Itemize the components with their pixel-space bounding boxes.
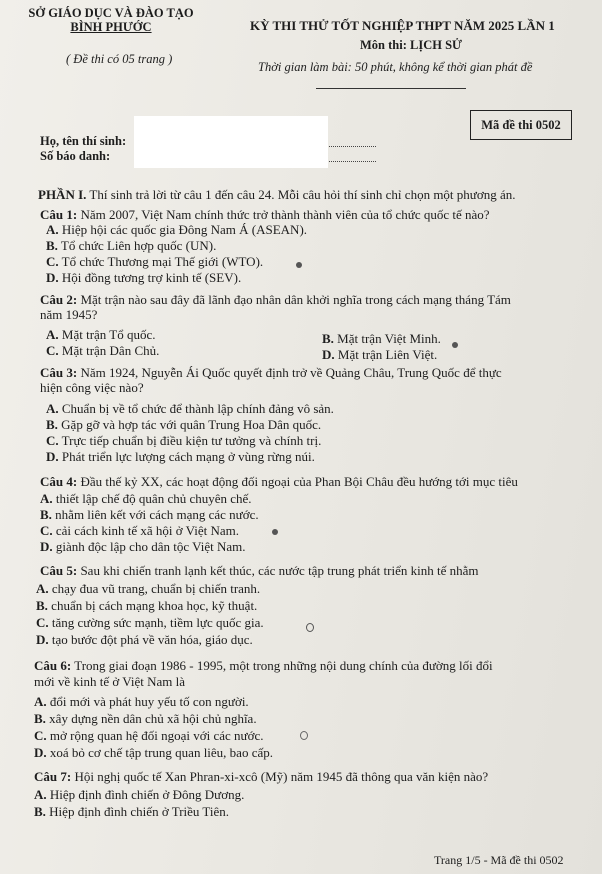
answer-option bbox=[322, 331, 441, 346]
student-id-label: Số báo danh: bbox=[40, 149, 111, 163]
province-name: BÌNH PHƯỚC bbox=[70, 20, 152, 34]
part1-text: Thí sinh trả lời từ câu 1 đến câu 24. Mỗi câu hỏi thí sinh chỉ chọn một phương án. bbox=[89, 187, 516, 202]
option-text: nhằm liên kết với cách mạng các nước. bbox=[51, 507, 259, 522]
answer-option bbox=[36, 598, 257, 613]
option-text: chạy đua vũ trang, chuẩn bị chiến tranh. bbox=[48, 581, 261, 596]
answer-option bbox=[34, 694, 249, 709]
question-label: Câu 2: bbox=[40, 292, 78, 307]
question-label: Câu 5: bbox=[40, 563, 78, 578]
answer-option bbox=[36, 581, 260, 596]
question-label: Câu 6: bbox=[34, 658, 72, 673]
option-text: Gặp gỡ và hợp tác với quân Trung Hoa Dân quốc. bbox=[57, 417, 322, 432]
option-text: Hội đồng tương trợ kinh tế (SEV). bbox=[58, 270, 242, 285]
option-text: xây dựng nền dân chủ xã hội chủ nghĩa. bbox=[45, 711, 257, 726]
option-letter: C. bbox=[40, 523, 53, 538]
pen-mark bbox=[272, 529, 278, 535]
answer-option bbox=[46, 327, 156, 342]
option-text: Trực tiếp chuẩn bị điều kiện tư tưởng và chính trị. bbox=[58, 433, 322, 448]
option-letter: D. bbox=[34, 745, 47, 760]
time-note: Thời gian làm bài: 50 phút, không kể thời gian phát đề bbox=[258, 60, 533, 74]
pen-mark bbox=[306, 623, 314, 632]
answer-option bbox=[40, 491, 252, 506]
option-text: Chuẩn bị về tổ chức để thành lập chính đảng vô sản. bbox=[58, 401, 334, 416]
option-letter: C. bbox=[46, 343, 59, 358]
option-letter: A. bbox=[46, 222, 59, 237]
answer-option bbox=[46, 449, 315, 464]
option-letter: B. bbox=[36, 598, 48, 613]
option-text: Mặt trận Liên Việt. bbox=[334, 347, 438, 362]
answer-option bbox=[46, 270, 241, 285]
answer-option bbox=[46, 238, 216, 253]
exam-code-box: Mã đề thi 0502 bbox=[470, 110, 572, 140]
answer-option bbox=[40, 507, 259, 522]
answer-option bbox=[36, 632, 253, 647]
option-text: Hiệp định đình chiến ở Triều Tiên. bbox=[45, 804, 230, 819]
option-text: Hiệp hội các quốc gia Đông Nam Á (ASEAN). bbox=[58, 222, 308, 237]
option-text: Tổ chức Liên hợp quốc (UN). bbox=[57, 238, 217, 253]
question-text: Sau khi chiến tranh lạnh kết thúc, các nước tập trung phát triển kinh tế nhằm bbox=[80, 563, 479, 578]
answer-option bbox=[40, 523, 239, 538]
option-text: mở rộng quan hệ đối ngoại với các nước. bbox=[46, 728, 264, 743]
question-text-cont: hiện công việc nào? bbox=[40, 380, 144, 395]
question-text: Đầu thế kỷ XX, các hoạt động đối ngoại của Phan Bội Châu đều hướng tới mục tiêu bbox=[80, 474, 518, 489]
option-text: tạo bước đột phá về văn hóa, giáo dục. bbox=[48, 632, 253, 647]
option-text: xoá bỏ cơ chế tập trung quan liêu, bao cấp. bbox=[46, 745, 273, 760]
answer-option bbox=[322, 347, 437, 362]
question-text: Hội nghị quốc tế Xan Phran-xi-xcô (Mỹ) năm 1945 đã thông qua văn kiện nào? bbox=[74, 769, 489, 784]
option-letter: B. bbox=[34, 711, 46, 726]
question-text: Năm 2007, Việt Nam chính thức trở thành thành viên của tổ chức quốc tế nào? bbox=[80, 207, 490, 222]
student-name-label: Họ, tên thí sinh: bbox=[40, 134, 127, 148]
question-text: Năm 1924, Nguyễn Ái Quốc quyết định trở về Quảng Châu, Trung Quốc để thực bbox=[80, 365, 502, 380]
answer-option bbox=[46, 343, 159, 358]
department-name: SỞ GIÁO DỤC VÀ ĐÀO TẠO bbox=[28, 6, 194, 20]
pen-mark bbox=[296, 262, 302, 268]
exam-subject: Môn thi: LỊCH SỬ bbox=[360, 38, 462, 52]
option-text: chuẩn bị cách mạng khoa học, kỹ thuật. bbox=[47, 598, 258, 613]
answer-option bbox=[46, 433, 321, 448]
answer-option bbox=[34, 745, 273, 760]
answer-option bbox=[46, 222, 307, 237]
option-text: Hiệp định đình chiến ở Đông Dương. bbox=[46, 787, 245, 802]
option-letter: A. bbox=[46, 401, 59, 416]
option-text: Phát triển lực lượng cách mạng ở vùng rừng núi. bbox=[58, 449, 315, 464]
question-label: Câu 7: bbox=[34, 769, 72, 784]
page-footer: Trang 1/5 - Mã đề thi 0502 bbox=[434, 853, 564, 867]
question-3 bbox=[40, 365, 502, 380]
answer-option bbox=[46, 401, 334, 416]
option-letter: B. bbox=[46, 238, 58, 253]
option-letter: D. bbox=[40, 539, 53, 554]
pen-mark bbox=[452, 342, 458, 348]
option-text: giành độc lập cho dân tộc Việt Nam. bbox=[52, 539, 246, 554]
option-letter: A. bbox=[36, 581, 49, 596]
student-id-line bbox=[326, 161, 376, 162]
answer-option bbox=[34, 711, 257, 726]
question-1 bbox=[40, 207, 490, 222]
question-text-cont: năm 1945? bbox=[40, 307, 98, 322]
page-count-note: ( Đề thi có 05 trang ) bbox=[66, 52, 173, 66]
question-2 bbox=[40, 292, 511, 307]
option-letter: B. bbox=[34, 804, 46, 819]
option-text: thiết lập chế độ quân chủ chuyên chế. bbox=[52, 491, 252, 506]
question-label: Câu 1: bbox=[40, 207, 78, 222]
option-text: đổi mới và phát huy yếu tố con người. bbox=[46, 694, 249, 709]
option-letter: A. bbox=[40, 491, 53, 506]
option-text: Mặt trận Tổ quốc. bbox=[58, 327, 156, 342]
answer-option bbox=[36, 615, 264, 630]
option-text: Mặt trận Việt Minh. bbox=[333, 331, 441, 346]
question-6 bbox=[34, 658, 493, 673]
answer-option bbox=[34, 728, 263, 743]
answer-option bbox=[34, 804, 229, 819]
answer-option bbox=[46, 254, 263, 269]
part1-instruction bbox=[38, 187, 515, 202]
question-text: Trong giai đoạn 1986 - 1995, một trong những nội dung chính của đường lối đổi bbox=[74, 658, 493, 673]
option-text: cải cách kinh tế xã hội ở Việt Nam. bbox=[52, 523, 239, 538]
option-letter: C. bbox=[46, 433, 59, 448]
option-letter: C. bbox=[34, 728, 47, 743]
question-4 bbox=[40, 474, 518, 489]
question-label: Câu 3: bbox=[40, 365, 78, 380]
department-header bbox=[26, 6, 196, 34]
question-text: Mặt trận nào sau đây đã lãnh đạo nhân dân khởi nghĩa trong cách mạng tháng Tám bbox=[80, 292, 511, 307]
answer-option bbox=[34, 787, 244, 802]
option-text: tăng cường sức mạnh, tiềm lực quốc gia. bbox=[48, 615, 264, 630]
option-letter: B. bbox=[40, 507, 52, 522]
student-name-line bbox=[326, 146, 376, 147]
question-text-cont: mới về kinh tế ở Việt Nam là bbox=[34, 674, 186, 689]
part1-heading: PHẦN I. bbox=[38, 187, 87, 202]
option-letter: D. bbox=[46, 270, 59, 285]
question-7 bbox=[34, 769, 488, 784]
option-letter: A. bbox=[46, 327, 59, 342]
option-text: Mặt trận Dân Chủ. bbox=[58, 343, 160, 358]
answer-option bbox=[46, 417, 321, 432]
option-letter: B. bbox=[46, 417, 58, 432]
option-letter: C. bbox=[46, 254, 59, 269]
option-letter: A. bbox=[34, 694, 47, 709]
answer-option bbox=[40, 539, 245, 554]
option-letter: D. bbox=[36, 632, 49, 647]
option-letter: D. bbox=[46, 449, 59, 464]
pen-mark bbox=[300, 731, 308, 740]
question-label: Câu 4: bbox=[40, 474, 78, 489]
option-letter: A. bbox=[34, 787, 47, 802]
option-letter: C. bbox=[36, 615, 49, 630]
exam-title: KỲ THI THỬ TỐT NGHIỆP THPT NĂM 2025 LẦN 1 bbox=[250, 18, 555, 33]
option-letter: D. bbox=[322, 347, 335, 362]
header-divider bbox=[316, 88, 466, 89]
option-text: Tổ chức Thương mại Thế giới (WTO). bbox=[58, 254, 264, 269]
question-5 bbox=[40, 563, 478, 578]
redacted-student-info bbox=[134, 116, 328, 168]
option-letter: B. bbox=[322, 331, 334, 346]
